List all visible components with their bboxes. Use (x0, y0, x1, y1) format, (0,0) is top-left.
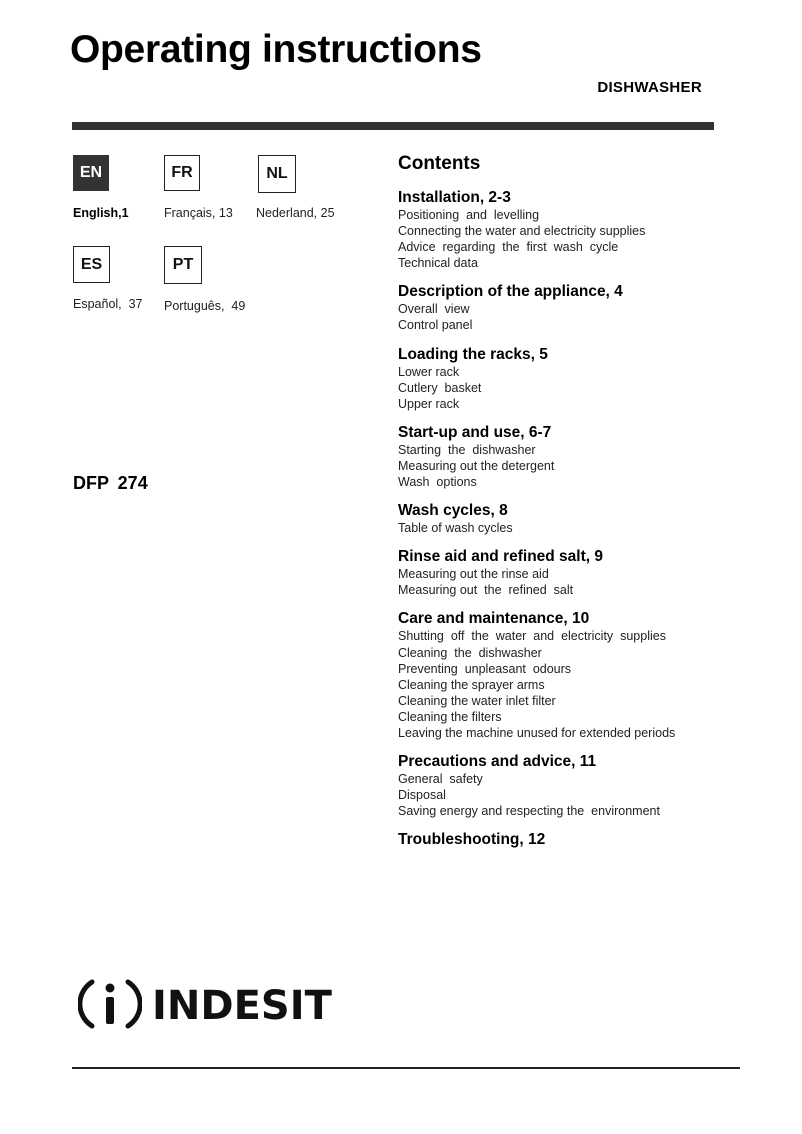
toc-section-description (398, 283, 758, 333)
toc-item[interactable]: Cleaning the water inlet filter (398, 693, 556, 708)
header-divider-bar (72, 122, 714, 130)
toc-section-rinse-aid (398, 548, 758, 598)
toc-item[interactable]: Cutlery basket (398, 380, 482, 395)
model-number: DFP 274 (73, 473, 148, 493)
toc-section-installation (398, 189, 758, 271)
table-of-contents (398, 153, 758, 861)
toc-item[interactable]: Measuring out the rinse aid (398, 567, 549, 582)
toc-item[interactable]: Positioning and levelling (398, 208, 540, 222)
toc-section-title[interactable]: Rinse aid and refined salt, 9 (398, 548, 604, 566)
toc-item[interactable]: Saving energy and respecting the environment (398, 804, 660, 819)
toc-item[interactable]: Upper rack (398, 396, 460, 411)
toc-item[interactable]: Connecting the water and electricity supplies (398, 224, 646, 239)
toc-section-care (398, 610, 758, 741)
contents-title: Contents (398, 153, 481, 174)
toc-item[interactable]: Overall view (398, 302, 470, 317)
lang-box-en[interactable]: EN (73, 155, 109, 191)
toc-section-title[interactable]: Loading the racks, 5 (398, 345, 548, 363)
brand-logo (78, 972, 332, 1036)
lang-box-pt[interactable]: PT (164, 246, 202, 284)
toc-item[interactable]: Cleaning the filters (398, 709, 502, 724)
toc-section-title[interactable]: Description of the appliance, 4 (398, 283, 623, 301)
toc-item[interactable]: Preventing unpleasant odours (398, 661, 572, 676)
toc-item[interactable]: Cleaning the dishwasher (398, 645, 542, 660)
lang-label-fr[interactable]: Français, 13 (164, 206, 233, 220)
brand-name: INDESIT (152, 983, 332, 1029)
toc-section-precautions (398, 753, 758, 819)
toc-section-startup (398, 424, 758, 490)
toc-section-loading (398, 346, 758, 412)
toc-section-title[interactable]: Start-up and use, 6-7 (398, 423, 552, 441)
lang-label-es[interactable]: Español, 37 (73, 297, 143, 311)
footer-divider (72, 1067, 740, 1069)
toc-item[interactable]: Advice regarding the first wash cycle (398, 240, 619, 255)
lang-label-pt[interactable]: Português, 49 (164, 299, 246, 313)
toc-item[interactable]: Shutting off the water and electricity supplies (398, 629, 666, 644)
lang-box-fr[interactable]: FR (164, 155, 200, 191)
toc-item[interactable]: Cleaning the sprayer arms (398, 677, 545, 692)
toc-section-troubleshooting (398, 831, 758, 849)
toc-item[interactable]: Starting the dishwasher (398, 442, 536, 457)
toc-item[interactable]: Wash options (398, 475, 477, 490)
toc-item[interactable]: Table of wash cycles (398, 521, 513, 536)
toc-section-title[interactable]: Care and maintenance, 10 (398, 610, 590, 628)
toc-section-title[interactable]: Troubleshooting, 12 (398, 831, 546, 849)
toc-item[interactable]: Measuring out the refined salt (398, 583, 574, 598)
indesit-emblem-icon (78, 972, 142, 1036)
toc-section-title[interactable]: Installation, 2-3 (398, 189, 511, 206)
toc-item[interactable]: Technical data (398, 256, 478, 271)
toc-item[interactable]: Lower rack (398, 364, 460, 379)
page-title: Operating instructions (70, 28, 482, 71)
product-type: DISHWASHER (597, 79, 702, 96)
toc-item[interactable]: Leaving the machine unused for extended periods (398, 725, 676, 740)
toc-section-title[interactable]: Precautions and advice, 11 (398, 753, 597, 771)
toc-item[interactable]: Disposal (398, 788, 446, 803)
toc-item[interactable]: General safety (398, 772, 483, 787)
lang-label-nl[interactable]: Nederland, 25 (256, 206, 335, 220)
toc-section-title[interactable]: Wash cycles, 8 (398, 502, 508, 520)
lang-box-nl[interactable]: NL (258, 155, 296, 193)
lang-label-en[interactable]: English,1 (73, 206, 129, 220)
toc-item[interactable]: Measuring out the detergent (398, 458, 555, 473)
toc-section-wash-cycles (398, 502, 758, 536)
lang-box-es[interactable]: ES (73, 246, 110, 283)
toc-item[interactable]: Control panel (398, 318, 473, 333)
